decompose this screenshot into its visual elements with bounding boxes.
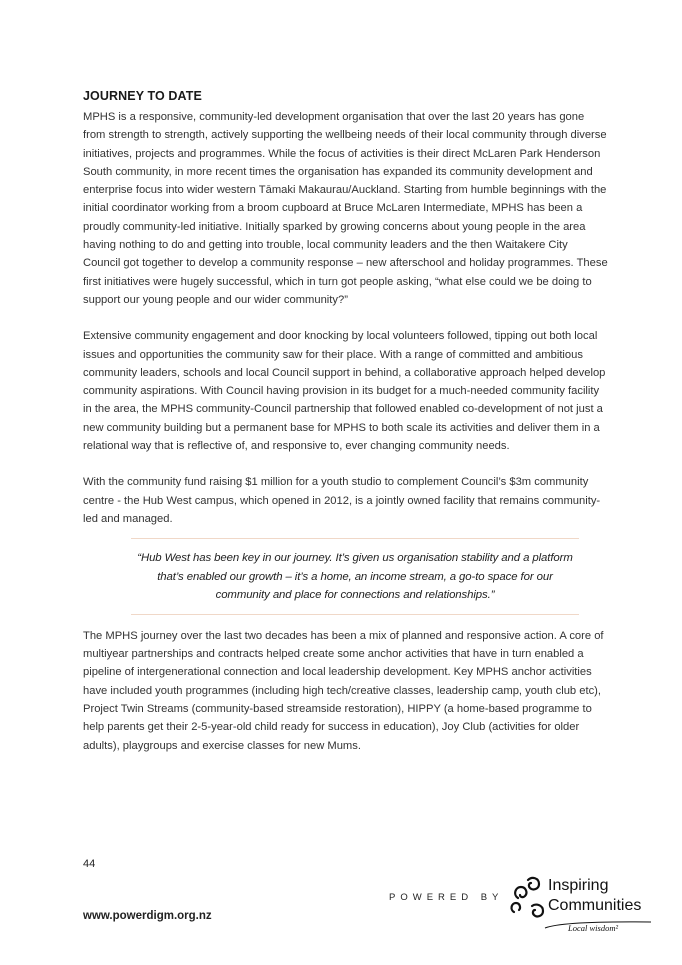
- inspiring-communities-logo: [508, 868, 658, 940]
- spiral-icon: [508, 872, 548, 920]
- logo-line-inspiring: Inspiring: [548, 877, 609, 894]
- pull-quote: [131, 538, 579, 615]
- logo-line-communities: Communities: [548, 897, 642, 914]
- paragraph-2: Extensive community engagement and door knocking by local volunteers followed, tipping out both local issues and opportunities the community saw for their place. With a range of committed and ambitious community leaders, schools and local Council support in behind, a collaborative approach helped develop community aspirations. With Council having provision in its budget for a much-needed community facility in the area, the MPHS community-Council partnership that followed enabled co-development of not just a new community building but a permanent base for MPHS to both scale its activities and deliver them in a relational way that is reflective of, and responsive to, ever changing community needs.: [83, 330, 606, 453]
- section-heading: JOURNEY TO DATE: [83, 89, 202, 103]
- powered-by-label: POWERED BY: [389, 892, 504, 903]
- page-number: 44: [83, 858, 96, 870]
- main-content: [83, 86, 608, 755]
- pull-quote-text: “Hub West has been key in our journey. It’s given us organisation stability and a platform that’s enabled our growth – it’s a home, an income stream, a go-to space for our community and place for connections and relationships.”: [137, 552, 573, 602]
- footer-url-link[interactable]: www.powerdigm.org.nz: [83, 910, 212, 922]
- logo-tagline: Local wisdom²: [568, 923, 619, 933]
- paragraph-3: With the community fund raising $1 million for a youth studio to complement Council’s $3m community centre - the Hub West campus, which opened in 2012, is a jointly owned facility that remains community-led and managed.: [83, 476, 601, 525]
- paragraph-1: MPHS is a responsive, community-led development organisation that over the last 20 years has gone from strength to strength, actively supporting the wellbeing needs of their local community through diverse initiatives, projects and programmes. While the focus of activities is their direct McLaren Park Henderson South community, in more recent times the organisation has expanded its community development and enterprise focus into wider western Tāmaki Makaurau/Auckland. Starting from humble beginnings with the initial coordinator working from a broom cupboard at Bruce McLaren Intermediate, MPHS has been a proudly community-led initiative. Initially sparked by growing concerns about young people in the area having nothing to do and getting into trouble, local community leaders and the then Waitakere City Council got together to develop a community response – new afterschool and holiday programmes. These first initiatives were hugely successful, which in turn got people asking, “what else could we be doing to support our young people and our wider community?”: [83, 111, 608, 306]
- paragraph-4: The MPHS journey over the last two decades has been a mix of planned and responsive action. A core of multiyear partnerships and contracts helped create some anchor activities that have in turn enabled a pipeline of intergenerational connection and local leadership development. Key MPHS anchor activities have included youth programmes (including high tech/creative classes, leadership camp, youth club etc), Project Twin Streams (community-based streamside restoration), HIPPY (a home-based programme to help parents get their 2-5-year-old child ready for success in education), Joy Club (activities for older adults), playgroups and exercise classes for new Mums.: [83, 629, 604, 752]
